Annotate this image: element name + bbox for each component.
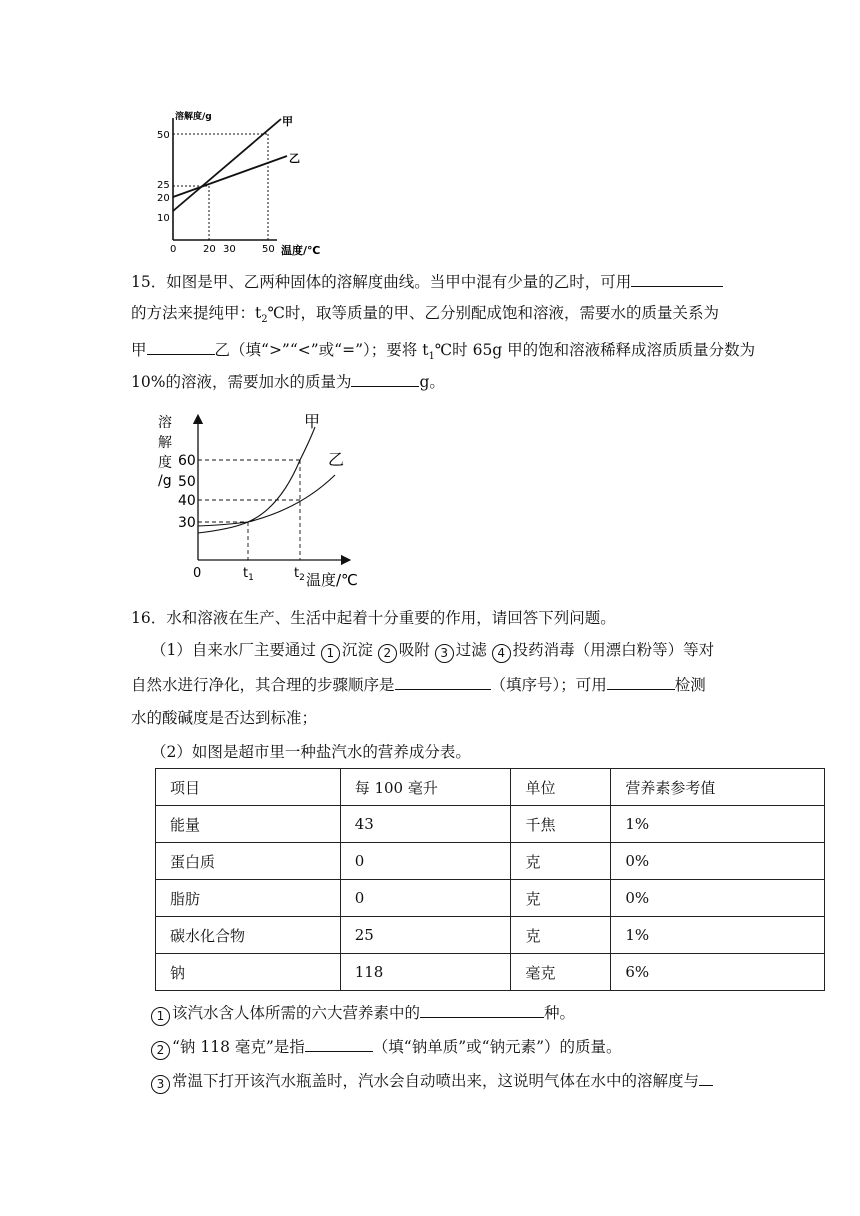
tick-y60: 60 [178,453,196,469]
cell: 43 [340,806,511,843]
cell: 0 [340,843,511,880]
table-row [156,954,825,991]
chart1-xlabel: 温度/℃ [281,244,320,257]
table-row [156,917,825,954]
tick-x30: 30 [223,244,236,255]
chart2-ylabel-2: 解 [158,435,172,451]
tick-y40: 40 [178,493,196,509]
q16-blank-order[interactable] [395,674,491,690]
cell: 克 [511,880,611,917]
chart2-ylabel-1: 溶 [158,415,172,431]
tick-y10: 10 [157,213,170,224]
tick-t1: $t_1$ [243,566,254,583]
solubility-chart-1 [155,110,320,260]
header-cell: 营养素参考值 [611,769,825,806]
nutrition-table [155,768,825,991]
tick-t2: $t_2$ [294,566,305,583]
series-jia-line [173,119,281,211]
cell: 能量 [156,806,341,843]
cell: 钠 [156,954,341,991]
series-jia-curve [198,427,315,533]
subq-2: 2 “钠 118 毫克”是指 （填“钠单质”或“钠元素”）的质量。 [151,1036,622,1060]
q16-blank-tool[interactable] [607,674,675,690]
cell: 千焦 [511,806,611,843]
table-row [156,843,825,880]
series-yi-label: 乙 [289,152,300,165]
q15-blank-compare[interactable] [147,339,215,355]
cell: 克 [511,843,611,880]
tick-y50: 50 [157,130,170,141]
subq1-blank[interactable] [420,1002,544,1018]
q15-line1: 15．如图是甲、乙两种固体的溶解度曲线。当甲中混有少量的乙时，可用 [131,271,723,292]
q16-p1-line1: （1）自来水厂主要通过 1 沉淀 2 吸附 3 过滤 4 投药消毒（用漂白粉等）等对 [151,640,714,663]
cell: 1% [611,917,825,954]
series-jia-label: 甲 [282,115,293,128]
cell: 克 [511,917,611,954]
header-cell: 项目 [156,769,341,806]
cell: 1% [611,806,825,843]
cell: 毫克 [511,954,611,991]
chart2-ylabel-3: 度 [158,455,172,471]
subq3-blank[interactable] [699,1070,713,1086]
cell: 25 [340,917,511,954]
series-yi-curve [198,475,335,526]
tick-x0: 0 [193,566,202,581]
header-cell: 单位 [511,769,611,806]
chart1-ylabel: 溶解度/g [175,112,212,122]
tick-x20: 20 [203,244,216,255]
q16-p1-line2: 自然水进行净化，其合理的步骤顺序是 （填序号）；可用 检测 [131,676,706,694]
q15-line2: 的方法来提纯甲：$t_2℃$时，取等质量的甲、乙分别配成饱和溶液，需要水的质量关系为 [131,304,719,326]
q15-line4: 10%的溶液，需要加水的质量为 g。 [131,373,445,391]
table-row [156,806,825,843]
chart2-ylabel-4: /g [158,473,172,489]
series-jia-label: 甲 [304,412,321,431]
tick-y25: 25 [157,180,170,191]
tick-y20: 20 [157,193,170,204]
q16-title: 16．水和溶液在生产、生活中起着十分重要的作用，请回答下列问题。 [131,609,616,627]
series-yi-label: 乙 [328,450,345,469]
cell: 118 [340,954,511,991]
cell: 0% [611,880,825,917]
header-cell: 每 100 毫升 [340,769,511,806]
cell: 0 [340,880,511,917]
q15-blank-method[interactable] [631,271,723,287]
tick-y30: 30 [178,515,196,531]
cell: 碳水化合物 [156,917,341,954]
q16-p2: （2）如图是超市里一种盐汽水的营养成分表。 [151,743,471,761]
tick-x0: 0 [170,244,177,255]
cell: 0% [611,843,825,880]
solubility-chart-2 [150,405,365,590]
subq-3: 3 常温下打开该汽水瓶盖时，汽水会自动喷出来，这说明气体在水中的溶解度与 [151,1070,713,1094]
subq-1: 1 该汽水含人体所需的六大营养素中的 种。 [151,1002,575,1026]
subq2-blank[interactable] [305,1036,373,1052]
tick-x50: 50 [262,244,275,255]
table-header-row [156,769,825,806]
cell: 6% [611,954,825,991]
q16-p1-line3: 水的酸碱度是否达到标准； [131,709,318,727]
q15-blank-water[interactable] [351,371,419,387]
q15-line3: 甲 乙（填“>”“<”或“=”）；要将 $t_1℃$时 65g 甲的饱和溶液稀释成溶质质量分数为 [131,341,756,363]
tick-y50: 50 [178,474,196,490]
table-row [156,880,825,917]
cell: 脂肪 [156,880,341,917]
chart2-xlabel: 温度/℃ [306,571,358,589]
cell: 蛋白质 [156,843,341,880]
